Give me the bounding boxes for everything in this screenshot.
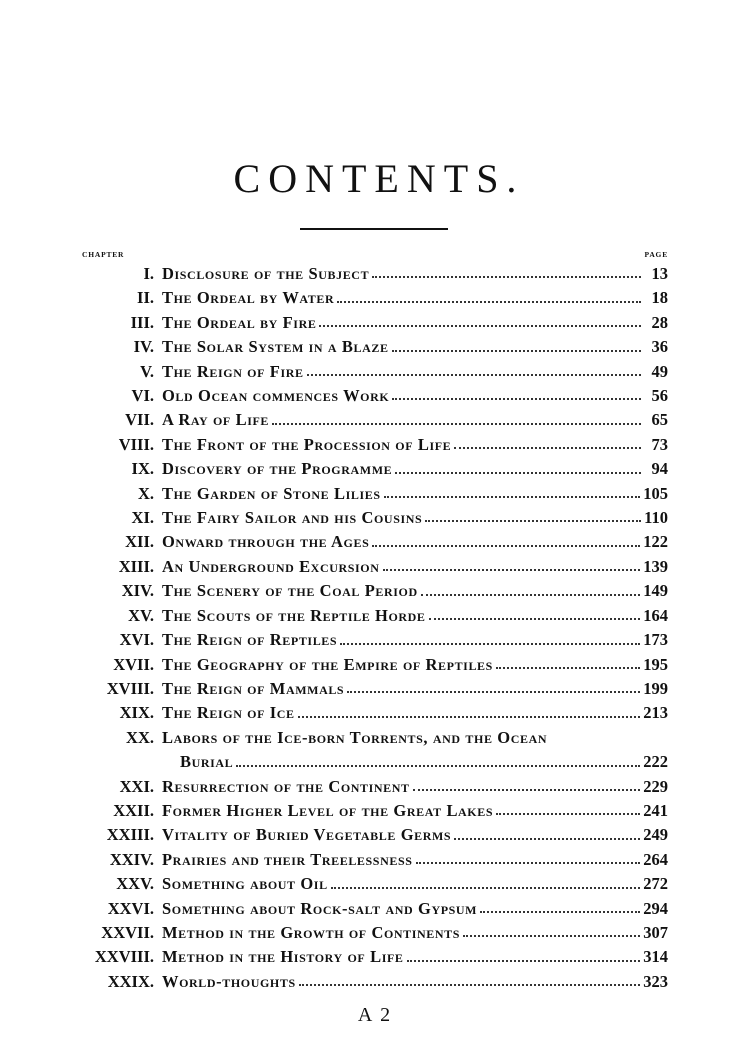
toc-entry <box>0 286 750 310</box>
chapter-title: Resurrection of the Continent <box>162 776 410 796</box>
page-number: 105 <box>643 483 668 503</box>
dot-leader <box>480 911 640 913</box>
dot-leader <box>236 765 640 767</box>
entry-line <box>162 457 668 481</box>
signature-mark: A 2 <box>357 1004 393 1026</box>
toc-entry <box>0 457 750 481</box>
toc-entry <box>0 555 750 579</box>
dot-leader <box>454 447 641 449</box>
page-number: 195 <box>643 654 668 674</box>
chapter-number: XX. <box>126 727 154 747</box>
dot-leader <box>383 569 641 571</box>
page-number: 229 <box>643 776 668 796</box>
page-number: 18 <box>651 288 668 308</box>
toc-entry <box>0 970 750 994</box>
toc-entry <box>0 799 750 823</box>
entry-line <box>162 286 668 310</box>
dot-leader <box>429 618 641 620</box>
chapter-title: An Underground Excursion <box>162 556 380 576</box>
chapter-title: The Reign of Fire <box>162 361 304 381</box>
chapter-title: Discovery of the Programme <box>162 459 393 479</box>
entry-line <box>162 970 668 994</box>
chapter-number: III. <box>130 312 154 332</box>
chapter-title: World-thoughts <box>162 971 296 991</box>
chapter-column-header: CHAPTER <box>82 250 125 259</box>
chapter-number: XXVIII. <box>94 947 154 967</box>
page-number: 65 <box>651 410 668 430</box>
chapter-number: XIX. <box>119 703 154 723</box>
dot-leader <box>272 423 641 425</box>
page-column-header: PAGE <box>644 250 668 259</box>
page-number: 122 <box>643 532 668 552</box>
dot-leader <box>496 667 640 669</box>
dot-leader <box>372 276 641 278</box>
chapter-number: XXV. <box>116 874 154 894</box>
dot-leader <box>407 960 641 962</box>
entry-line <box>162 506 668 530</box>
chapter-title: The Reign of Mammals <box>162 678 345 698</box>
dot-leader <box>454 838 640 840</box>
entry-line <box>162 823 668 847</box>
entry-line <box>162 677 668 701</box>
entry-line <box>162 433 668 457</box>
toc-entry <box>0 848 750 872</box>
toc-entry <box>0 653 750 677</box>
page-number: 49 <box>651 361 668 381</box>
dot-leader <box>425 520 641 522</box>
chapter-number: XVII. <box>113 654 154 674</box>
entry-line <box>162 482 668 506</box>
toc-entry <box>0 335 750 359</box>
chapter-title: The Scouts of the Reptile Horde <box>162 605 426 625</box>
toc-entry <box>0 872 750 896</box>
chapter-title: Burial <box>180 752 234 772</box>
dot-leader <box>340 643 640 645</box>
page-number: 314 <box>643 947 668 967</box>
dot-leader <box>372 545 640 547</box>
chapter-number: V. <box>140 361 154 381</box>
chapter-number: VIII. <box>118 434 154 454</box>
toc-entry <box>0 921 750 945</box>
chapter-title: The Reign of Ice <box>162 703 295 723</box>
toc-entry <box>0 311 750 335</box>
chapter-number: VI. <box>131 386 154 406</box>
page-number: 241 <box>643 800 668 820</box>
chapter-number: XXIV. <box>109 849 154 869</box>
page-number: 149 <box>643 581 668 601</box>
entry-line <box>162 408 668 432</box>
toc-entry <box>0 775 750 799</box>
chapter-number: X. <box>137 483 154 503</box>
page-number: 56 <box>651 386 668 406</box>
entry-line <box>162 848 668 872</box>
toc-entry <box>0 628 750 652</box>
toc-entry <box>0 360 750 384</box>
entry-line <box>162 604 668 628</box>
page-number: 139 <box>643 556 668 576</box>
toc-entry <box>0 604 750 628</box>
chapter-title: The Ordeal by Water <box>162 288 335 308</box>
chapter-title: Disclosure of the Subject <box>162 264 370 283</box>
toc-entry <box>0 726 750 750</box>
chapter-title: The Fairy Sailor and his Cousins <box>162 508 423 528</box>
title-rule-divider <box>300 228 448 230</box>
toc-entry <box>0 506 750 530</box>
page-number: 73 <box>651 434 668 454</box>
dot-leader <box>384 496 641 498</box>
toc-entry <box>0 823 750 847</box>
page-number: 222 <box>643 752 668 772</box>
toc-entry <box>0 897 750 921</box>
dot-leader <box>299 984 641 986</box>
page-number: 36 <box>651 337 668 357</box>
dot-leader <box>395 472 641 474</box>
toc-entry <box>0 433 750 457</box>
dot-leader <box>331 887 641 889</box>
chapter-title: Former Higher Level of the Great Lakes <box>162 800 494 820</box>
entry-line <box>180 750 668 774</box>
chapter-number: XXII. <box>113 800 154 820</box>
page-number: 294 <box>643 898 668 918</box>
chapter-number: VII. <box>125 410 154 430</box>
toc-entry <box>0 579 750 603</box>
page-number: 249 <box>643 825 668 845</box>
chapter-number: XVI. <box>119 630 154 650</box>
chapter-number: XII. <box>125 532 154 552</box>
dot-leader <box>347 691 640 693</box>
chapter-title: Prairies and their Treelessness <box>162 849 413 869</box>
chapter-title: Labors of the Ice-born Torrents, and the Ocean <box>162 727 548 747</box>
chapter-number: II. <box>137 288 154 308</box>
toc-entry <box>0 701 750 725</box>
dot-leader <box>416 862 641 864</box>
page-number: 110 <box>644 508 668 528</box>
entry-line <box>162 653 668 677</box>
page-number: 323 <box>643 971 668 991</box>
toc-entry <box>0 482 750 506</box>
entry-line <box>162 262 668 286</box>
toc-entry <box>0 384 750 408</box>
chapter-number: XXIX. <box>107 971 154 991</box>
toc-entry <box>0 677 750 701</box>
chapter-title: The Geography of the Empire of Reptiles <box>162 654 493 674</box>
toc-entry <box>0 530 750 554</box>
entry-line <box>162 555 668 579</box>
chapter-title: Onward through the Ages <box>162 532 370 552</box>
dot-leader <box>307 374 641 376</box>
chapter-title: A Ray of Life <box>162 410 269 430</box>
chapter-title: The Scenery of the Coal Period <box>162 581 418 601</box>
dot-leader <box>413 789 641 791</box>
dot-leader <box>319 325 641 327</box>
chapter-title: The Front of the Procession of Life <box>162 434 452 454</box>
chapter-title: Something about Oil <box>162 874 328 894</box>
entry-line <box>162 360 668 384</box>
toc-entry <box>0 262 750 286</box>
chapter-title: The Garden of Stone Lilies <box>162 483 381 503</box>
dot-leader <box>298 716 641 718</box>
page-number: 173 <box>643 630 668 650</box>
toc-entry <box>0 750 750 774</box>
chapter-number: XV. <box>128 605 154 625</box>
chapter-title: The Reign of Reptiles <box>162 630 338 650</box>
dot-leader <box>392 398 641 400</box>
page-number: 307 <box>643 922 668 942</box>
chapter-title: Method in the Growth of Continents <box>162 922 461 942</box>
chapter-number: I. <box>143 264 154 283</box>
chapter-number: XIV. <box>121 581 154 601</box>
chapter-title: The Ordeal by Fire <box>162 312 317 332</box>
page-title: CONTENTS. <box>233 156 525 201</box>
entry-line <box>162 311 668 335</box>
entry-line <box>162 701 668 725</box>
page-number: 94 <box>651 459 668 479</box>
dot-leader <box>496 813 640 815</box>
dot-leader <box>421 594 641 596</box>
page-number: 213 <box>643 703 668 723</box>
chapter-title: Something about Rock-salt and Gypsum <box>162 898 478 918</box>
dot-leader <box>392 350 641 352</box>
toc-entry <box>0 945 750 969</box>
entry-line <box>162 628 668 652</box>
chapter-title: Vitality of Buried Vegetable Germs <box>162 825 452 845</box>
chapter-number: IX. <box>131 459 154 479</box>
toc-entry <box>0 408 750 432</box>
entry-line <box>162 530 668 554</box>
chapter-number: XI. <box>131 508 154 528</box>
page-number: 28 <box>651 312 668 332</box>
chapter-title: Old Ocean commences Work <box>162 386 390 406</box>
chapter-title: Method in the History of Life <box>162 947 404 967</box>
entry-line <box>162 726 668 750</box>
page-number: 264 <box>643 849 668 869</box>
page-number: 199 <box>643 678 668 698</box>
entry-line <box>162 945 668 969</box>
chapter-title: The Solar System in a Blaze <box>162 337 389 357</box>
chapter-number: XIII. <box>118 556 154 576</box>
entry-line <box>162 775 668 799</box>
entry-line <box>162 799 668 823</box>
entry-line <box>162 921 668 945</box>
chapter-number: XVIII. <box>106 678 154 698</box>
dot-leader <box>463 935 640 937</box>
chapter-number: XXVI. <box>107 898 154 918</box>
dot-leader <box>337 301 641 303</box>
entry-line <box>162 335 668 359</box>
entry-line <box>162 872 668 896</box>
page-number: 13 <box>651 264 668 283</box>
chapter-number: XXVII. <box>101 922 154 942</box>
page-number: 164 <box>643 605 668 625</box>
entry-line <box>162 384 668 408</box>
table-of-contents <box>0 262 750 994</box>
chapter-number: XXI. <box>119 776 154 796</box>
chapter-number: XXIII. <box>106 825 154 845</box>
page-number: 272 <box>643 874 668 894</box>
entry-line <box>162 579 668 603</box>
entry-line <box>162 897 668 921</box>
chapter-number: IV. <box>133 337 154 357</box>
